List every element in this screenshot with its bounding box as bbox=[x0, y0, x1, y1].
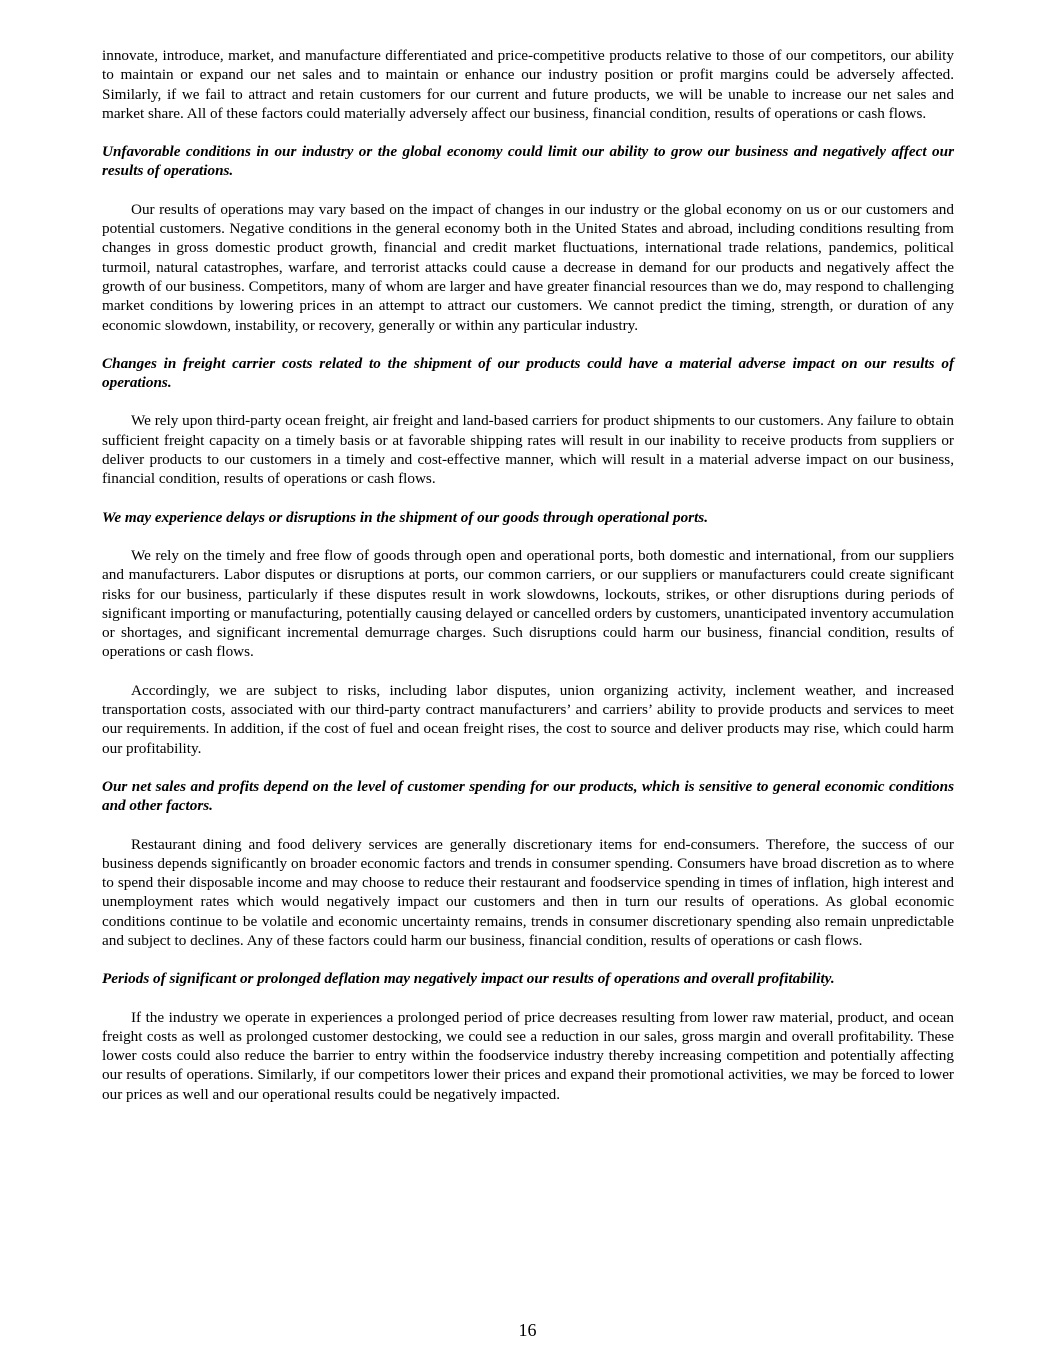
heading-freight-carrier-costs: Changes in freight carrier costs related to the shipment of our products could have a material adverse impact on our results of operations. bbox=[102, 354, 954, 392]
paragraph-deflation: If the industry we operate in experiences a prolonged period of price decreases resulting from lower raw material, product, and ocean freight costs as well as prolonged customer destocking, we could see a reduction in our sales, gross margin and overall profitability. These lower costs could also reduce the barrier to entry within the foodservice industry thereby increasing competition and potentially affecting our results of operations. Similarly, if our competitors lower their prices and expand their promotional activities, we may be forced to lower our prices as well and our operational results could be negatively impacted. bbox=[102, 1008, 954, 1103]
heading-deflation: Periods of significant or prolonged deflation may negatively impact our results of operations and overall profitability. bbox=[102, 970, 835, 988]
paragraph-customer-spending: Restaurant dining and food delivery services are generally discretionary items for end-consumers. Therefore, the success of our business depends significantly on broader economic factors and trends in consumer spending. Consumers have broad discretion as to where to spend their disposable income and may choose to reduce their restaurant and foodservice spending in times of inflation, high interest and unemployment rates which would negatively impact our customers and then in turn our results of operations. As global economic conditions continue to be volatile and economic uncertainty remains, trends in consumer discretionary spending also remain unpredictable and subject to declines. Any of these factors could harm our business, financial condition, results of operations or cash flows. bbox=[102, 835, 954, 949]
paragraph-continuation: innovate, introduce, market, and manufacture differentiated and price-competitive products relative to those of our competitors, our ability to maintain or expand our net sales and to maintain or enhance our industry position or profit margins could be adversely affected. Similarly, if we fail to attract and retain customers for our current and future products, we will be unable to increase our net sales and market share. All of these factors could materially adversely affect our business, financial condition, results of operations or cash flows. bbox=[102, 47, 954, 122]
paragraph-economic-conditions: Our results of operations may vary based on the impact of changes in our industry or the global economy on us or our customers and potential customers. Negative conditions in the general economy both in the United States and abroad, including conditions resulting from changes in gross domestic product growth, financial and credit market fluctuations, international trade relations, pandemics, political turmoil, natural catastrophes, warfare, and terrorist attacks could cause a decrease in demand for our products and negatively affect the growth of our business. Competitors, many of whom are larger and have greater financial resources than we do, may respond to challenging market conditions by lowering prices in an attempt to attract our customers. We cannot predict the timing, strength, or duration of any economic slowdown, instability, or recovery, generally or within any particular industry. bbox=[102, 200, 954, 334]
page-number: 16 bbox=[518, 1320, 537, 1340]
heading-port-disruptions: We may experience delays or disruptions in the shipment of our goods through operational ports. bbox=[102, 508, 709, 526]
paragraph-port-disruptions: We rely on the timely and free flow of goods through open and operational ports, both domestic and international, from our suppliers and manufacturers. Labor disputes or disruptions at ports, our common carriers, or our suppliers or manufacturers could create significant risks for our business, particularly if these disputes result in work slowdowns, lockouts, strikes, or other disruptions during periods of significant importing or manufacturing, potentially causing delayed or cancelled orders by customers, unanticipated inventory accumulation or shortages, and significant incremental demurrage charges. Such disruptions could harm our business, financial condition, results of operations or cash flows. bbox=[102, 546, 954, 661]
heading-unfavorable-conditions: Unfavorable conditions in our industry or the global economy could limit our ability to grow our business and negatively affect our results of operations. bbox=[102, 143, 954, 180]
paragraph-freight-carriers: We rely upon third-party ocean freight, air freight and land-based carriers for product shipments to our customers. Any failure to obtain sufficient freight capacity on a timely basis or at favorable shipping rates will result in our inability to receive products from suppliers or deliver products to our customers in a timely and cost-effective manner, which will result in a material adverse impact on our business, financial condition, results of operations or cash flows. bbox=[102, 412, 954, 488]
paragraph-labor-risks: Accordingly, we are subject to risks, including labor disputes, union organizing activity, inclement weather, and increased transportation costs, associated with our third-party contract manufacturers’ and carriers’ ability to provide products and services to meet our requirements. In addition, if the cost of fuel and ocean freight rises, the cost to source and deliver products may rise, which could harm our profitability. bbox=[102, 681, 954, 757]
heading-customer-spending: Our net sales and profits depend on the level of customer spending for our products, which is sensitive to general economic conditions and other factors. bbox=[102, 777, 954, 815]
document-page bbox=[102, 46, 954, 1123]
